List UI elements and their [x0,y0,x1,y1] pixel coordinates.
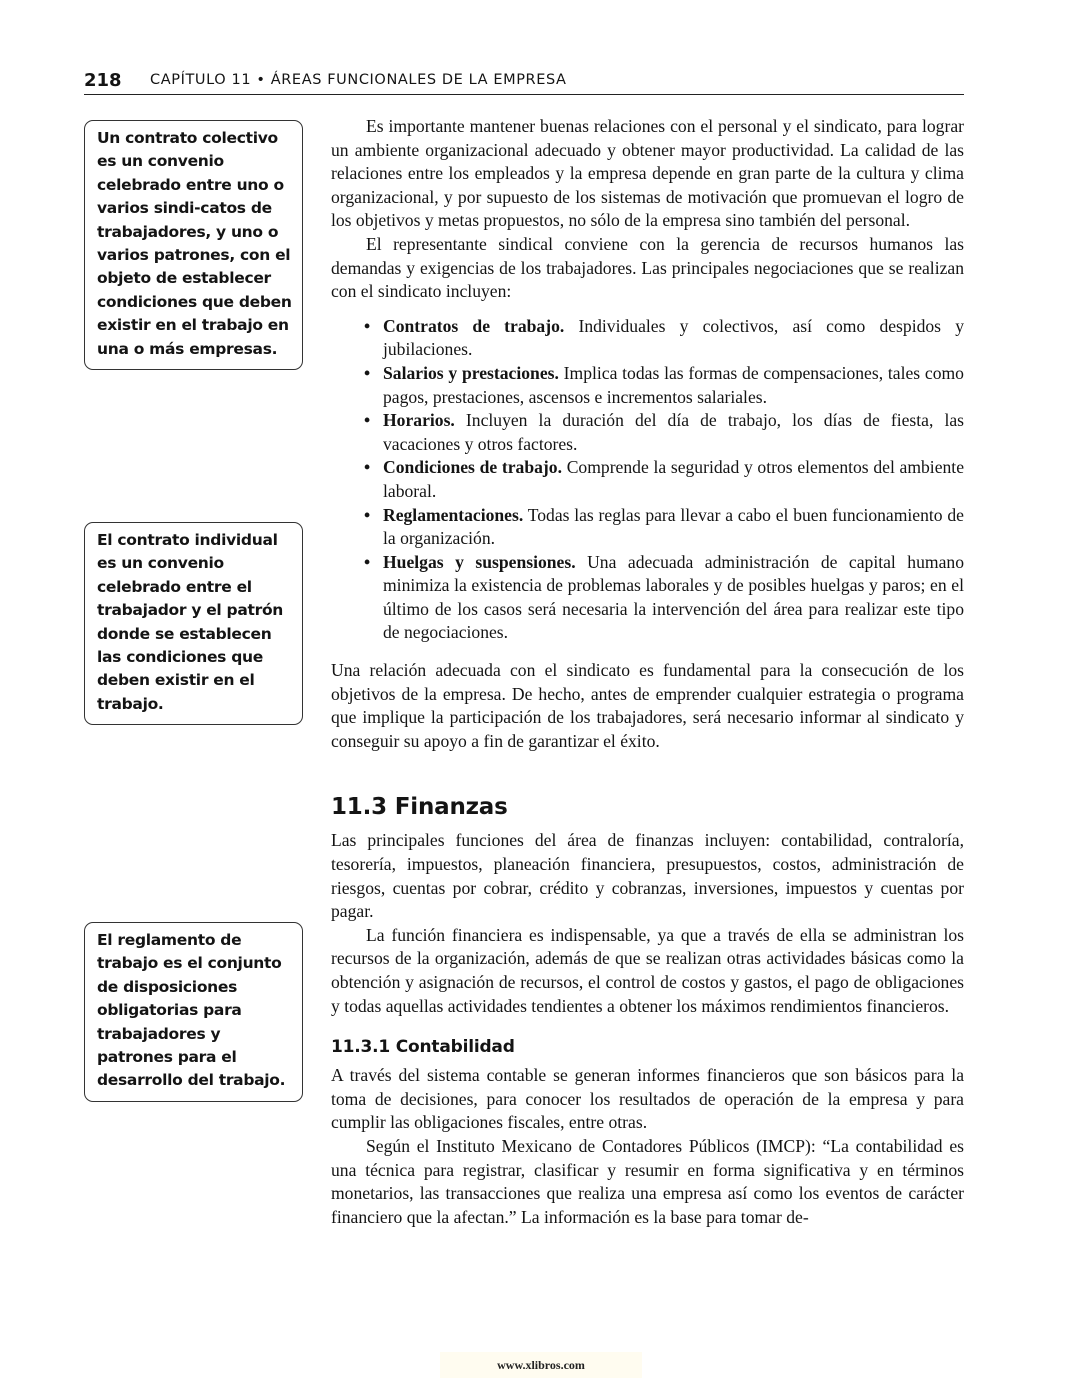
body-paragraph: El representante sindical conviene con la gerencia de recursos humanos las demandas y exigencias de los trabajadores. Las principales negociaciones que se realizan con el sindicato incluyen: [331,233,964,302]
body-paragraph: Es importante mantener buenas relaciones con el personal y el sindicato, para lograr un ambiente organizacional adecuado y obtener mayor productividad. La calidad de las relaciones entre los empleados y la empresa depende en gran parte de la cultura y clima organizacional, y por supuesto de los sistemas de motivación que promuevan el logro de los objetivos y metas propuestos, no sólo de la empresa sino también del personal. [331,116,964,231]
page-number: 218 [84,70,122,91]
list-item-term: Huelgas y suspensiones. [383,551,576,572]
body-paragraph: Según el Instituto Mexicano de Contadores Públicos (IMCP): “La contabilidad es una técnica para registrar, clasificar y resumir en forma significativa y en términos monetarios, las transacciones que realiza una empresa así como los eventos de carácter financiero que la afectan.” La información es la base para tomar de- [331,1135,964,1227]
body-paragraph: Una relación adecuada con el sindicato es fundamental para la consecución de los objetivos de la empresa. De hecho, antes de emprender cualquier estrategia o programa que implique la participación de los trabajadores, será necesario informar al sindicato y conseguir su apoyo a fin de garantizar el éxito. [331,660,964,751]
list-item-text: Todas las reglas para llevar a cabo el buen funcionamiento de la organización. [383,504,964,549]
list-item-term: Contratos de trabajo. [383,315,565,336]
margin-note-contrato-colectivo: Un contrato colectivo es un convenio celebrado entre uno o varios sindi-catos de trabajadores, y uno o varios patrones, con el objeto de establecer condiciones que deben existir en el trabajo en una o más empresas. [84,120,303,370]
list-item-term: Salarios y prestaciones. [383,362,559,383]
list-item-text: Comprende la seguridad y otros elementos del ambiente laboral. [383,457,965,501]
list-item [383,362,964,409]
body-paragraph: La función financiera es indispensable, ya que a través de ella se administran los recursos de la organización, además de que se realizan otras actividades básicas como la obtención y asignación de recursos, el control de costos y gastos, el pago de obligaciones y todas aquellas actividades tendientes a obtener los máximos rendimientos financieros. [331,924,964,1016]
list-item-text: Una adecuada administración de capital humano minimiza la existencia de problemas laborales y de posibles huelgas y paros; en el último de los casos será necesaria la intervención del área para realizar este tipo de negociaciones. [383,551,964,643]
main-text-column [331,115,964,1229]
list-item-text: Implica todas las formas de compensaciones, tales como pagos, prestaciones, ascensos e incrementos salariales. [383,362,964,407]
list-item-text: Individuales y colectivos, así como despidos y jubilaciones. [383,315,964,360]
footer-watermark: www.xlibros.com [440,1352,642,1378]
list-item-term: Reglamentaciones. [383,504,524,525]
section-heading: 11.3 Finanzas [331,794,508,821]
list-item [383,456,964,503]
running-header [84,68,964,95]
margin-note-reglamento: El reglamento de trabajo es el conjunto de disposiciones obligatorias para trabajadores y patrones para el desarrollo del trabajo. [84,922,303,1102]
body-paragraph: Las principales funciones del área de finanzas incluyen: contabilidad, contraloría, tesorería, impuestos, planeación financiera, presupuestos, costos, administración de riesgos, cuentas por cobrar, crédito y cobranzas, inversiones, impuestos y cuentas por pagar. [331,830,964,922]
list-item [383,504,964,551]
running-head-title: CAPÍTULO 11 • ÁREAS FUNCIONALES DE LA EMPRESA [150,72,567,88]
list-item-term: Horarios. [383,410,455,431]
list-item [383,551,964,645]
list-item-term: Condiciones de trabajo. [383,457,562,478]
body-paragraph: A través del sistema contable se generan informes financieros que son básicos para la toma de decisiones, para conocer los resultados de operación de la empresa y para cumplir las obligaciones fiscales, entre otras. [331,1065,964,1133]
margin-note-contrato-individual: El contrato individual es un convenio celebrado entre el trabajador y el patrón donde se establecen las condiciones que deben existir en el trabajo. [84,522,303,725]
list-item [383,315,964,362]
subsection-heading: 11.3.1 Contabilidad [331,1037,515,1058]
list-item-text: Incluyen la duración del día de trabajo, los días de fiesta, las vacaciones y otros factores. [383,410,964,454]
list-item [383,409,964,456]
negotiations-list [331,315,964,645]
